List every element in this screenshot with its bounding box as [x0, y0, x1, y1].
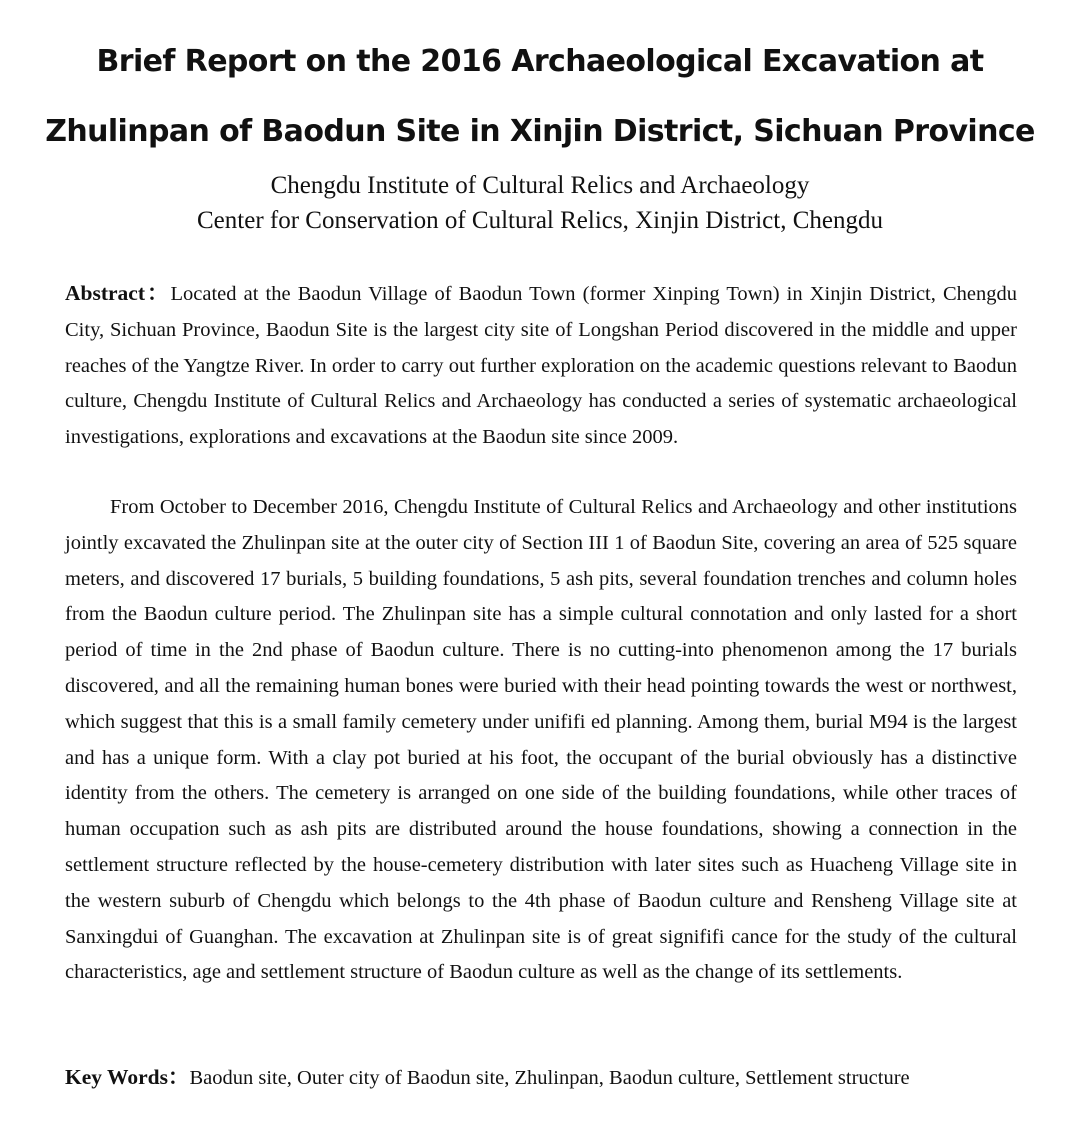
abstract-paragraph-2-block: [65, 490, 1017, 991]
keywords-text: Baodun site, Outer city of Baodun site, Zhulinpan, Baodun culture, Settlement structure: [189, 1067, 910, 1089]
keywords-block: [65, 1060, 1017, 1097]
abstract-paragraph-2: From October to December 2016, Chengdu Institute of Cultural Relics and Archaeology and other institutions jointly excavated the Zhulinpan site at the outer city of Section III 1 of Baodun Site, covering an area of 525 square meters, and discovered 17 burials, 5 building foundations, 5 ash pits, several foundation trenches and column holes from the Baodun culture period. The Zhulinpan site has a simple cultural connotation and only lasted for a short period of time in the 2nd phase of Baodun culture. There is no cutting-into phenomenon among the 17 burials discovered, and all the remaining human bones were buried with their head pointing towards the west or northwest, which suggest that this is a small family cemetery under unififi ed planning. Among them, burial M94 is the largest and has a unique form. With a clay pot buried at his foot, the occupant of the burial obviously has a distinctive identity from the others. The cemetery is arranged on one side of the building foundations, while other traces of human occupation such as ash pits are distributed around the house foundations, showing a connection in the settlement structure reflected by the house-cemetery distribution with later sites such as Huacheng Village site in the western suburb of Chengdu which belongs to the 4th phase of Baodun culture and Rensheng Village site at Sanxingdui of Guanghan. The excavation at Zhulinpan site is of great signififi cance for the study of the cultural characteristics, age and settlement structure of Baodun culture as well as the change of its settlements.: [65, 496, 1017, 984]
abstract-label: Abstract：: [65, 281, 171, 305]
title-line-1: Brief Report on the 2016 Archaeological Excavation at: [96, 44, 984, 79]
keywords-label: Key Words：: [65, 1065, 190, 1089]
abstract-block: [65, 276, 1017, 456]
affiliation-1: Chengdu Institute of Cultural Relics and Archaeology: [270, 172, 810, 199]
title-line-2: Zhulinpan of Baodun Site in Xinjin District, Sichuan Province: [45, 114, 1035, 149]
affiliation-2: Center for Conservation of Cultural Relics, Xinjin District, Chengdu: [197, 207, 883, 234]
abstract-paragraph-1: Located at the Baodun Village of Baodun Town (former Xinping Town) in Xinjin District, Chengdu City, Sichuan Province, Baodun Site is the largest city site of Longshan Period discovered in the middle and upper reaches of the Yangtze River. In order to carry out further exploration on the academic questions relevant to Baodun culture, Chengdu Institute of Cultural Relics and Archaeology has conducted a series of systematic archaeological investigations, explorations and excavations at the Baodun site since 2009.: [65, 283, 1017, 449]
